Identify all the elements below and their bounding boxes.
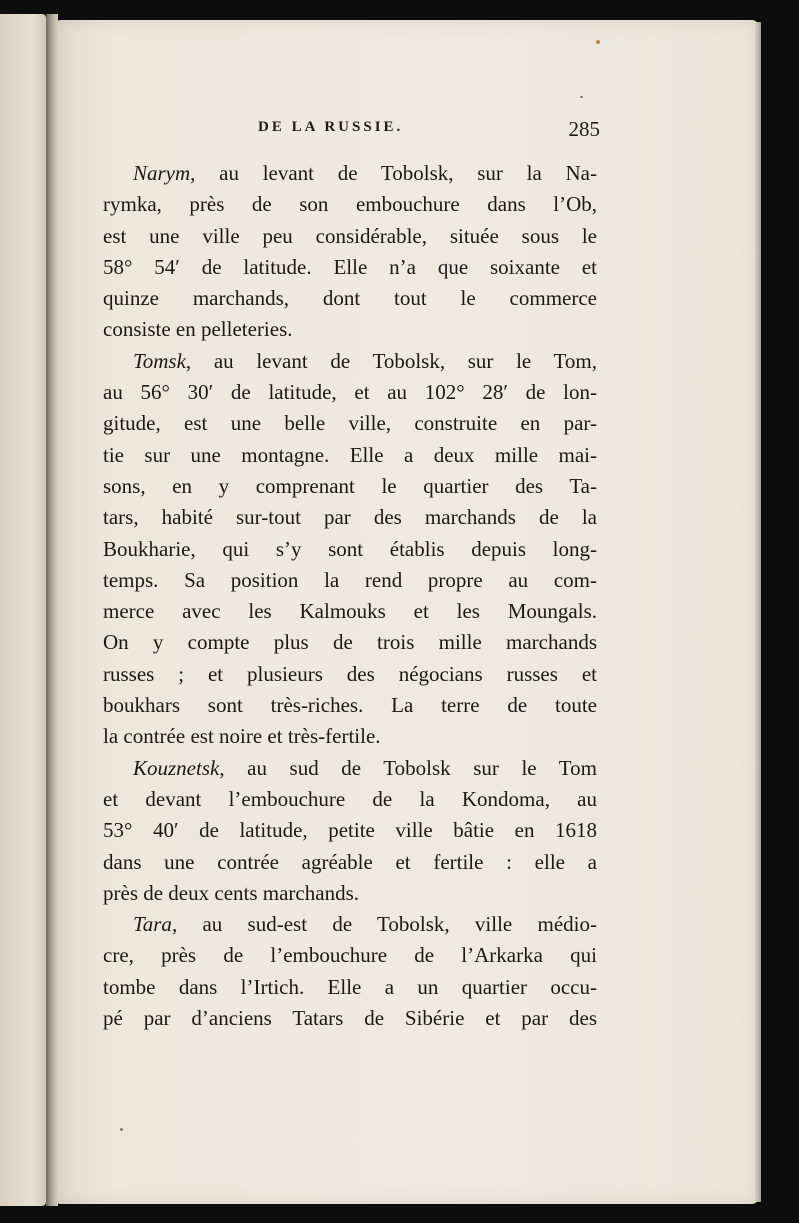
- paper-speck: [120, 1128, 123, 1131]
- book-gutter: [46, 14, 58, 1206]
- text-line: Tomsk, au levant de Tobolsk, sur le Tom,: [133, 348, 597, 373]
- text-line: gitude, est une belle ville, construite en par-: [103, 411, 597, 436]
- text-line: Kouznetsk, au sud de Tobolsk sur le Tom: [133, 755, 597, 780]
- body-text: [103, 158, 597, 1034]
- text-line: 58° 54′ de latitude. Elle n’a que soixante et: [103, 254, 597, 279]
- text-line: dans une contrée agréable et fertile : elle a: [103, 849, 597, 874]
- text-line: sons, en y comprenant le quartier des Ta-: [103, 473, 597, 498]
- text-line: pé par d’anciens Tatars de Sibérie et par des: [103, 1006, 597, 1031]
- text-line: consiste en pelleteries.: [103, 317, 293, 342]
- place-name: Kouznetsk: [133, 755, 220, 780]
- text-line: au 56° 30′ de latitude, et au 102° 28′ de lon-: [103, 380, 597, 405]
- place-name: Narym: [133, 161, 191, 185]
- page-fore-edge: [755, 22, 761, 1202]
- running-title: DE LA RUSSIE.: [258, 119, 404, 135]
- paragraph-narym: [103, 158, 597, 346]
- paragraph-kouznetsk: [103, 753, 597, 909]
- text-line: tars, habité sur-tout par des marchands de la: [103, 505, 597, 530]
- text-line: Tara, au sud-est de Tobolsk, ville médio-: [133, 912, 597, 937]
- text-line: est une ville peu considérable, située sous le: [103, 223, 597, 248]
- page-number: 285: [568, 117, 600, 141]
- text-line: 53° 40′ de latitude, petite ville bâtie en 1618: [103, 818, 597, 843]
- text-line: merce avec les Kalmouks et les Moungals.: [103, 599, 597, 624]
- text-line: temps. Sa position la rend propre au com-: [103, 567, 597, 592]
- paragraph-tomsk: [103, 346, 597, 753]
- paper-speck: [580, 96, 583, 98]
- text-line: On y compte plus de trois mille marchands: [103, 630, 597, 655]
- text-line: quinze marchands, dont tout le commerce: [103, 286, 597, 311]
- place-name: Tara: [133, 912, 172, 937]
- text-line: près de deux cents marchands.: [103, 880, 359, 905]
- paper-speck: [596, 40, 600, 44]
- previous-page-edge: [0, 14, 46, 1206]
- text-line: cre, près de l’embouchure de l’Arkarka qui: [103, 943, 597, 968]
- text-line: russes ; et plusieurs des négocians russes et: [103, 661, 597, 686]
- text-line: tie sur une montagne. Elle a deux mille mai-: [103, 442, 597, 467]
- place-name: Tomsk: [133, 348, 186, 373]
- text-line: Narym, au levant de Tobolsk, sur la Na-: [133, 161, 597, 185]
- text-line: rymka, près de son embouchure dans l’Ob,: [103, 192, 597, 217]
- text-line: et devant l’embouchure de la Kondoma, au: [103, 786, 597, 811]
- paragraph-tara: [103, 909, 597, 1034]
- text-line: tombe dans l’Irtich. Elle a un quartier occu-: [103, 974, 597, 999]
- text-line: la contrée est noire et très-fertile.: [103, 724, 381, 749]
- text-line: boukhars sont très-riches. La terre de toute: [103, 693, 597, 718]
- text-line: Boukharie, qui s’y sont établis depuis long-: [103, 536, 597, 561]
